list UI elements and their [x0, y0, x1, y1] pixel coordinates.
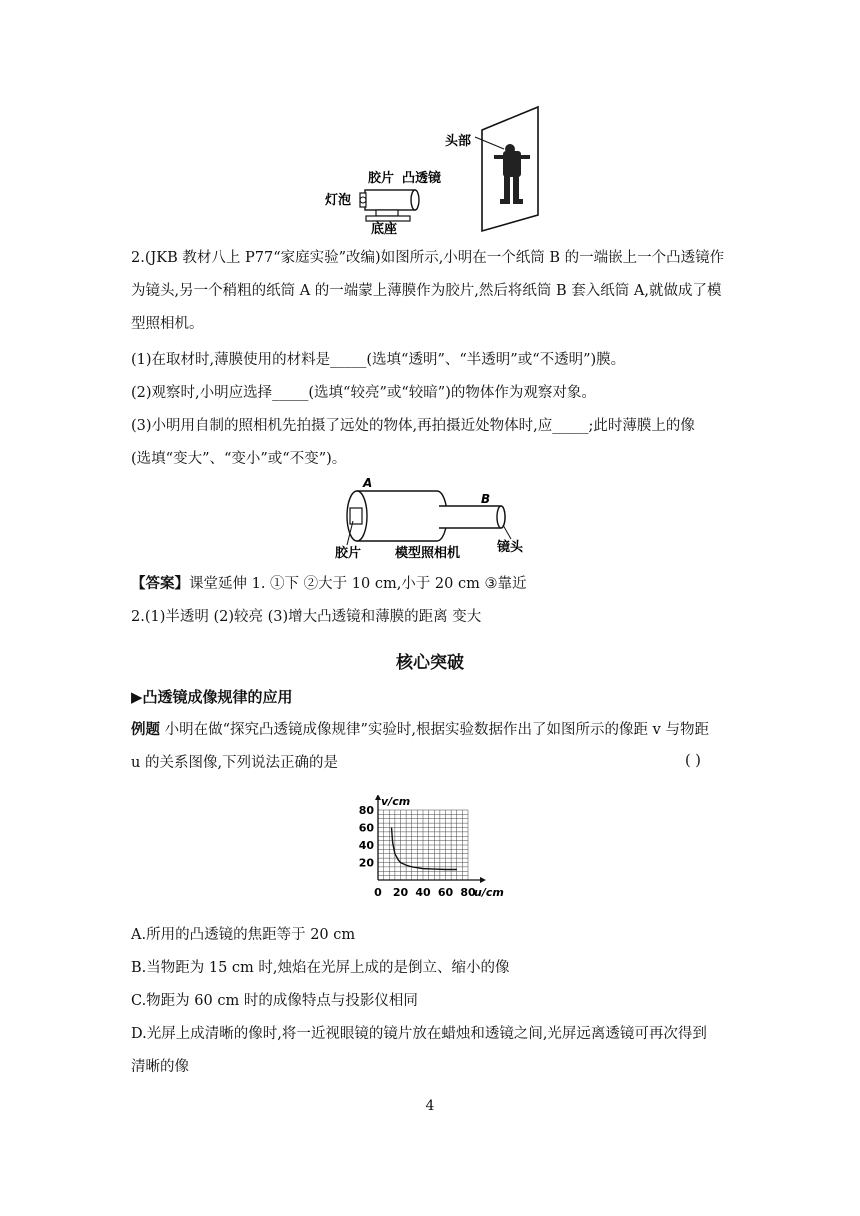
option-a: A.所用的凸透镜的焦距等于 20 cm: [131, 927, 356, 943]
tube-a-label: A: [363, 476, 373, 490]
y-tick-label: 80: [358, 804, 374, 817]
answer-text-1: 课堂延伸 1. ①下 ②大于 10 cm,小于 20 cm ③靠近: [189, 576, 527, 592]
question-2-line-1: 2.(JKB 教材八上 P77“家庭实验”改编)如图所示,小明在一个纸筒 B 的一端嵌上一个凸透镜作: [131, 250, 725, 266]
film-label-2: 胶片: [335, 546, 362, 561]
option-d-line-1: D.光屏上成清晰的像时,将一近视眼镜的镜片放在蜡烛和透镜之间,光屏远离透镜可再次得到: [131, 1026, 707, 1042]
lens-label: 镜头: [497, 540, 524, 555]
y-axis-label: v/cm: [381, 795, 411, 808]
x-axis-label: u/cm: [474, 886, 504, 899]
projector-tube: [365, 190, 415, 210]
y-tick-label: 40: [358, 839, 374, 852]
x-tick-label: 0: [374, 886, 382, 899]
example-line-2: u 的关系图像,下列说法正确的是: [131, 755, 339, 771]
x-tick-label: 80: [460, 886, 476, 899]
bulb-label: 灯泡: [325, 193, 352, 208]
question-2-line-2: 为镜头,另一个稍粗的纸筒 A 的一端蒙上薄膜作为胶片,然后将纸筒 B 套入纸筒 A,就做成了模: [131, 283, 722, 299]
model-camera-figure: [325, 475, 555, 565]
question-2-sub-3-line-1: (3)小明用自制的照相机先拍摄了远处的物体,再拍摄近处物体时,应_____;此时薄膜上的像: [131, 418, 695, 434]
example-line-1: [131, 720, 709, 740]
x-axis-arrow: [480, 877, 486, 883]
option-c: C.物距为 60 cm 时的成像特点与投影仪相同: [131, 993, 418, 1009]
example-tag: 例题: [131, 722, 160, 738]
answer-tag: 【答案】: [131, 576, 189, 592]
option-d-line-2: 清晰的像: [131, 1059, 189, 1075]
film-square: [350, 508, 362, 524]
question-2-sub-2: (2)观察时,小明应选择_____(选填“较亮”或“较暗”)的物体作为观察对象。: [131, 385, 596, 401]
v-u-curve: [392, 828, 457, 870]
page-number: 4: [425, 1098, 435, 1114]
question-2-line-3: 型照相机。: [131, 316, 204, 332]
convex-lens-label: 凸透镜: [402, 171, 442, 186]
answer-line-2: 2.(1)半透明 (2)较亮 (3)增大凸透镜和薄膜的距离 变大: [131, 609, 482, 625]
x-tick-label: 60: [437, 886, 454, 899]
y-tick-label: 60: [358, 821, 374, 835]
head-label: 头部: [445, 134, 472, 149]
option-b: B.当物距为 15 cm 时,烛焰在光屏上成的是倒立、缩小的像: [131, 960, 510, 976]
tube-b-label: B: [481, 492, 491, 506]
projected-figure: [494, 144, 530, 204]
section-title: 核心突破: [396, 653, 464, 673]
question-2-sub-3-line-2: (选填“变大”、“变小”或“不变”)。: [131, 451, 347, 467]
subsection-title: ▶凸透镜成像规律的应用: [131, 688, 293, 706]
answer-parentheses: ( ): [685, 753, 701, 769]
v-u-chart: [350, 795, 510, 915]
example-text-1: 小明在做“探究凸透镜成像规律”实验时,根据实验数据作出了如图所示的像距 v 与物距: [160, 722, 709, 738]
x-tick-label: 40: [415, 886, 431, 899]
model-camera-caption: 模型照相机: [395, 546, 461, 561]
answer-line-1: [131, 574, 526, 594]
y-tick-label: 20: [358, 856, 374, 870]
film-label: 胶片: [368, 171, 395, 186]
base-label: 底座: [371, 222, 398, 235]
x-tick-label: 20: [392, 886, 409, 899]
question-2-sub-1: (1)在取材时,薄膜使用的材料是_____(选填“透明”、“半透明”或“不透明”)膜。: [131, 352, 626, 368]
projector-figure: [320, 105, 550, 235]
